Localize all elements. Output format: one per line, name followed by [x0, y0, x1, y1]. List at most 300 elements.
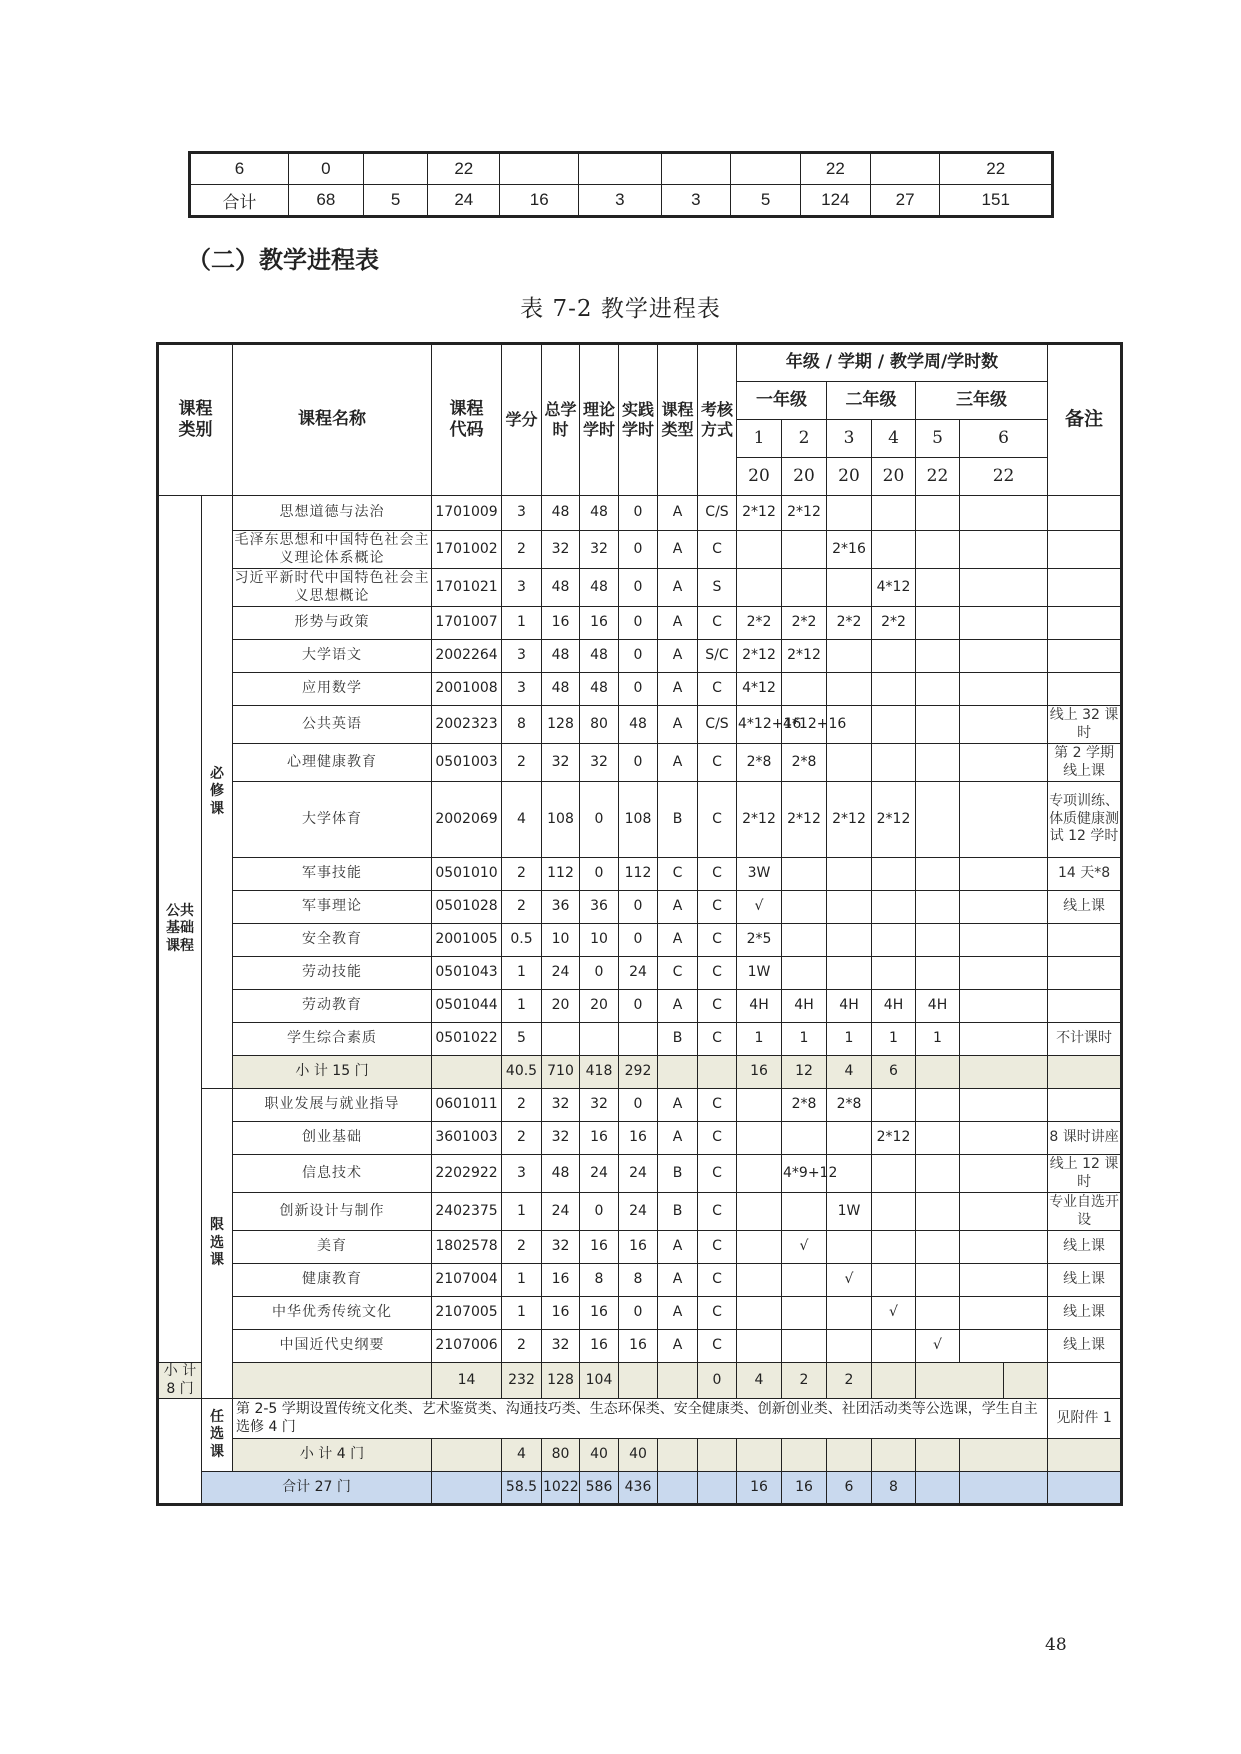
- semester-cell: [872, 496, 916, 531]
- optional-subtotal-credits: 4: [502, 1439, 542, 1472]
- course-credits: 2: [502, 1231, 542, 1264]
- course-practice: 108: [619, 782, 658, 858]
- limited-subtotal-row-total: 232: [502, 1363, 542, 1399]
- course-code: 2202922: [432, 1155, 502, 1193]
- limited-subtotal-row: [158, 1363, 1122, 1399]
- course-remark: [1048, 531, 1122, 569]
- course-code: 2002264: [432, 640, 502, 673]
- course-credits: 8: [502, 706, 542, 744]
- header-theory-hours: 理论 学时: [580, 344, 619, 496]
- course-name: 中国近代史纲要: [233, 1330, 432, 1363]
- course-remark: 线上课: [1048, 1264, 1122, 1297]
- credit-summary-body: [190, 153, 1053, 217]
- course-theory: 32: [580, 744, 619, 782]
- semester-cell: √: [872, 1297, 916, 1330]
- course-theory: 32: [580, 531, 619, 569]
- grand-total-practice: 436: [619, 1472, 658, 1505]
- limited-subtotal-row-practice: 104: [580, 1363, 619, 1399]
- required-subtotal-row-semester: 4: [827, 1056, 872, 1089]
- limited-subtotal-row-remark: [1004, 1363, 1048, 1399]
- course-practice: 112: [619, 858, 658, 891]
- header-grade-2: 二年级: [827, 382, 916, 420]
- course-exam: C: [698, 607, 737, 640]
- semester-cell: [737, 1297, 782, 1330]
- course-name: 职业发展与就业指导: [233, 1089, 432, 1122]
- course-row: [158, 1155, 1122, 1193]
- course-exam: C: [698, 1089, 737, 1122]
- course-type: A: [658, 531, 698, 569]
- course-exam: C/S: [698, 706, 737, 744]
- course-theory: 24: [580, 1155, 619, 1193]
- page-number: 48: [1045, 1635, 1067, 1655]
- semester-cell: 4H: [916, 990, 960, 1023]
- semester-cell: [782, 531, 827, 569]
- required-subtotal-row-semester: 16: [737, 1056, 782, 1089]
- course-code: 1701002: [432, 531, 502, 569]
- optional-subtotal-semester: [782, 1439, 827, 1472]
- course-row: [158, 1193, 1122, 1231]
- course-code: 0501043: [432, 957, 502, 990]
- semester-cell: [960, 744, 1048, 782]
- course-practice: 0: [619, 891, 658, 924]
- course-code: 0501044: [432, 990, 502, 1023]
- semester-cell: [960, 1122, 1048, 1155]
- course-code: 0501028: [432, 891, 502, 924]
- semester-cell: [782, 891, 827, 924]
- optional-subtotal-exam: [698, 1439, 737, 1472]
- semester-cell: [916, 1155, 960, 1193]
- required-subtotal-row-credits: 40.5: [502, 1056, 542, 1089]
- course-name: 思想道德与法治: [233, 496, 432, 531]
- course-code: 0501003: [432, 744, 502, 782]
- limited-label-text: 限 选 课: [210, 1217, 224, 1269]
- limited-subtotal-row-semester: 2: [782, 1363, 827, 1399]
- semester-cell: [827, 744, 872, 782]
- header-semester-1: 1: [737, 420, 782, 458]
- optional-subtotal-code: [432, 1439, 502, 1472]
- course-name: 毛泽东思想和中国特色社会主义理论体系概论: [233, 531, 432, 569]
- semester-cell: [737, 1193, 782, 1231]
- summary-cell: 6: [190, 153, 289, 185]
- course-credits: 5: [502, 1023, 542, 1056]
- header-grade-3: 三年级: [916, 382, 1048, 420]
- semester-cell: [827, 673, 872, 706]
- summary-cell: 22: [428, 153, 500, 185]
- required-subtotal-row-semester: 12: [782, 1056, 827, 1089]
- course-type: A: [658, 706, 698, 744]
- header-course-type: 课程 类型: [658, 344, 698, 496]
- semester-cell: [916, 1231, 960, 1264]
- required-subtotal-row-practice: 292: [619, 1056, 658, 1089]
- header-semester-4: 4: [872, 420, 916, 458]
- required-subtotal-row-type: [658, 1056, 698, 1089]
- course-type: B: [658, 1155, 698, 1193]
- grand-total-row: [158, 1472, 1122, 1505]
- course-total: 10: [542, 924, 580, 957]
- course-exam: C: [698, 744, 737, 782]
- semester-cell: 1W: [737, 957, 782, 990]
- course-credits: 1: [502, 1297, 542, 1330]
- semester-cell: [872, 1089, 916, 1122]
- course-exam: S: [698, 569, 737, 607]
- course-theory: 16: [580, 607, 619, 640]
- semester-cell: [827, 1330, 872, 1363]
- course-total: 48: [542, 496, 580, 531]
- course-credits: 2: [502, 531, 542, 569]
- semester-cell: 1: [916, 1023, 960, 1056]
- course-type: A: [658, 1122, 698, 1155]
- summary-cell: 151: [940, 185, 1053, 217]
- semester-cell: [916, 957, 960, 990]
- course-row: [158, 1297, 1122, 1330]
- grand-total-total: 1022: [542, 1472, 580, 1505]
- semester-cell: [827, 640, 872, 673]
- semester-cell: [916, 1122, 960, 1155]
- semester-cell: [827, 891, 872, 924]
- semester-cell: [916, 673, 960, 706]
- course-row: [158, 924, 1122, 957]
- course-theory: 20: [580, 990, 619, 1023]
- semester-cell: 2*12: [782, 782, 827, 858]
- summary-cell: 27: [870, 185, 940, 217]
- course-name: 中华优秀传统文化: [233, 1297, 432, 1330]
- course-practice: 0: [619, 531, 658, 569]
- course-practice: 16: [619, 1330, 658, 1363]
- semester-cell: [782, 957, 827, 990]
- course-practice: 0: [619, 673, 658, 706]
- required-subtotal-row-semester: [916, 1056, 960, 1089]
- summary-row: [190, 153, 1053, 185]
- header-schedule: 年级 / 学期 / 教学周/学时数: [737, 344, 1048, 382]
- course-remark: [1048, 496, 1122, 531]
- semester-cell: [782, 1297, 827, 1330]
- course-name: 创新设计与制作: [233, 1193, 432, 1231]
- header-semester-2: 2: [782, 420, 827, 458]
- course-exam: C: [698, 858, 737, 891]
- course-credits: 3: [502, 569, 542, 607]
- grand-total-remark: [1048, 1472, 1122, 1505]
- course-type: A: [658, 1297, 698, 1330]
- semester-cell: [782, 1193, 827, 1231]
- course-code: 2107004: [432, 1264, 502, 1297]
- course-type: A: [658, 990, 698, 1023]
- semester-cell: [916, 640, 960, 673]
- course-theory: 32: [580, 1089, 619, 1122]
- semester-cell: 2*8: [782, 744, 827, 782]
- semester-cell: 2*8: [737, 744, 782, 782]
- course-total: 16: [542, 1297, 580, 1330]
- course-code: 1701007: [432, 607, 502, 640]
- semester-cell: 2*2: [782, 607, 827, 640]
- course-remark: 专业自选开设: [1048, 1193, 1122, 1231]
- course-remark: 线上 12 课时: [1048, 1155, 1122, 1193]
- semester-cell: [737, 569, 782, 607]
- semester-cell: 4H: [737, 990, 782, 1023]
- summary-cell: 22: [940, 153, 1053, 185]
- semester-cell: [960, 1330, 1048, 1363]
- semester-cell: 4H: [827, 990, 872, 1023]
- course-practice: 0: [619, 990, 658, 1023]
- course-exam: C/S: [698, 496, 737, 531]
- optional-label-text: 任 选 课: [210, 1408, 224, 1460]
- course-row: [158, 782, 1122, 858]
- semester-cell: √: [916, 1330, 960, 1363]
- course-credits: 3: [502, 496, 542, 531]
- grand-total-semester: 8: [872, 1472, 916, 1505]
- course-theory: 0: [580, 782, 619, 858]
- course-exam: C: [698, 1297, 737, 1330]
- optional-subtotal-semester: [960, 1439, 1048, 1472]
- semester-cell: 1: [782, 1023, 827, 1056]
- table-header: [158, 344, 1122, 496]
- course-name: 大学体育: [233, 782, 432, 858]
- course-code: 2001005: [432, 924, 502, 957]
- semester-cell: [960, 706, 1048, 744]
- semester-cell: [827, 1122, 872, 1155]
- course-total: 32: [542, 1089, 580, 1122]
- course-practice: 16: [619, 1122, 658, 1155]
- table-caption: 表 7-2 教学进程表: [520, 296, 721, 322]
- optional-subtotal-practice: 40: [619, 1439, 658, 1472]
- limited-label: [202, 1089, 233, 1399]
- course-remark: [1048, 673, 1122, 706]
- course-exam: C: [698, 990, 737, 1023]
- course-credits: 1: [502, 957, 542, 990]
- header-semester-6: 6: [960, 420, 1048, 458]
- optional-subtotal-total: 80: [542, 1439, 580, 1472]
- semester-cell: 4*12+16: [737, 706, 782, 744]
- summary-cell: 22: [801, 153, 871, 185]
- course-credits: 4: [502, 782, 542, 858]
- semester-cell: [916, 782, 960, 858]
- required-subtotal-row-semester: [960, 1056, 1048, 1089]
- header-weeks-2: 20: [782, 458, 827, 496]
- course-exam: C: [698, 891, 737, 924]
- semester-cell: [827, 957, 872, 990]
- course-total: 108: [542, 782, 580, 858]
- course-remark: 14 天*8: [1048, 858, 1122, 891]
- course-credits: 2: [502, 891, 542, 924]
- public-basic-label-text: 公共 基础 课程: [166, 902, 194, 954]
- course-credits: 1: [502, 607, 542, 640]
- course-code: 2107006: [432, 1330, 502, 1363]
- course-theory: 0: [580, 1193, 619, 1231]
- grand-total-label: 合计 27 门: [202, 1472, 432, 1505]
- table-body: [158, 496, 1122, 1505]
- course-name: 大学语文: [233, 640, 432, 673]
- course-theory: [580, 1023, 619, 1056]
- course-total: 128: [542, 706, 580, 744]
- course-type: A: [658, 744, 698, 782]
- course-practice: 0: [619, 1297, 658, 1330]
- course-row: [158, 858, 1122, 891]
- semester-cell: [916, 496, 960, 531]
- course-code: 2002323: [432, 706, 502, 744]
- course-remark: 专项训练、体质健康测试 12 学时: [1048, 782, 1122, 858]
- course-name: 习近平新时代中国特色社会主义思想概论: [233, 569, 432, 607]
- semester-cell: [960, 640, 1048, 673]
- optional-remark: 见附件 1: [1048, 1399, 1122, 1439]
- course-exam: C: [698, 1155, 737, 1193]
- course-exam: C: [698, 1264, 737, 1297]
- course-code: 2402375: [432, 1193, 502, 1231]
- optional-subtotal-semester: [737, 1439, 782, 1472]
- course-code: 0501010: [432, 858, 502, 891]
- limited-subtotal-row-theory: 128: [542, 1363, 580, 1399]
- course-total: 48: [542, 1155, 580, 1193]
- semester-cell: 1W: [827, 1193, 872, 1231]
- header-total-hours: 总学 时: [542, 344, 580, 496]
- course-code: 0501022: [432, 1023, 502, 1056]
- optional-subtotal-remark: [1048, 1439, 1122, 1472]
- semester-cell: [737, 1231, 782, 1264]
- course-total: 32: [542, 744, 580, 782]
- course-exam: C: [698, 924, 737, 957]
- course-practice: 16: [619, 1231, 658, 1264]
- course-type: A: [658, 496, 698, 531]
- course-theory: 0: [580, 957, 619, 990]
- course-type: A: [658, 569, 698, 607]
- course-exam: C: [698, 1122, 737, 1155]
- semester-cell: [782, 1330, 827, 1363]
- header-semester-3: 3: [827, 420, 872, 458]
- optional-note: 第 2-5 学期设置传统文化类、艺术鉴赏类、沟通技巧类、生态环保类、安全健康类、创新创业类、社团活动类等公选课，学生自主选修 4 门: [233, 1399, 1048, 1439]
- limited-subtotal-row-semester: 0: [698, 1363, 737, 1399]
- course-total: 48: [542, 569, 580, 607]
- course-theory: 10: [580, 924, 619, 957]
- semester-cell: [916, 1193, 960, 1231]
- header-semester-5: 5: [916, 420, 960, 458]
- limited-subtotal-row-exam: [658, 1363, 698, 1399]
- semester-cell: 2*2: [737, 607, 782, 640]
- course-type: A: [658, 924, 698, 957]
- course-theory: 48: [580, 496, 619, 531]
- course-total: 32: [542, 531, 580, 569]
- course-practice: 0: [619, 496, 658, 531]
- semester-cell: [916, 706, 960, 744]
- course-remark: 线上课: [1048, 891, 1122, 924]
- semester-cell: 4*12+16: [782, 706, 827, 744]
- course-type: C: [658, 858, 698, 891]
- course-remark: 8 课时讲座: [1048, 1122, 1122, 1155]
- course-practice: 48: [619, 706, 658, 744]
- semester-cell: [737, 1089, 782, 1122]
- credit-summary-table: [188, 151, 1054, 218]
- semester-cell: [916, 569, 960, 607]
- course-exam: C: [698, 1330, 737, 1363]
- course-row: [158, 673, 1122, 706]
- summary-cell: 3: [579, 185, 661, 217]
- course-code: 0601011: [432, 1089, 502, 1122]
- grand-total-credits: 58.5: [502, 1472, 542, 1505]
- course-row: [158, 1023, 1122, 1056]
- grand-total-semester: [916, 1472, 960, 1505]
- course-remark: 线上 32 课时: [1048, 706, 1122, 744]
- semester-cell: [960, 782, 1048, 858]
- course-credits: 3: [502, 1155, 542, 1193]
- course-name: 信息技术: [233, 1155, 432, 1193]
- course-theory: 80: [580, 706, 619, 744]
- course-credits: 3: [502, 640, 542, 673]
- grand-total-semester: 16: [782, 1472, 827, 1505]
- limited-subtotal-row-semester: 4: [737, 1363, 782, 1399]
- semester-cell: [916, 1264, 960, 1297]
- course-total: 112: [542, 858, 580, 891]
- course-remark: 线上课: [1048, 1297, 1122, 1330]
- semester-cell: 2*5: [737, 924, 782, 957]
- semester-cell: [916, 891, 960, 924]
- limited-subtotal-row-type: [619, 1363, 658, 1399]
- optional-subtotal-type: [658, 1439, 698, 1472]
- header-weeks-3: 20: [827, 458, 872, 496]
- course-practice: [619, 1023, 658, 1056]
- course-credits: 1: [502, 1264, 542, 1297]
- course-remark: [1048, 607, 1122, 640]
- course-remark: 第 2 学期线上课: [1048, 744, 1122, 782]
- semester-cell: [872, 957, 916, 990]
- course-type: B: [658, 782, 698, 858]
- course-type: A: [658, 673, 698, 706]
- course-row: [158, 1089, 1122, 1122]
- summary-cell: 68: [288, 185, 363, 217]
- summary-row: [190, 185, 1053, 217]
- semester-cell: √: [827, 1264, 872, 1297]
- course-total: 32: [542, 1231, 580, 1264]
- semester-cell: 2*12: [737, 640, 782, 673]
- semester-cell: [782, 1264, 827, 1297]
- optional-subtotal-row: [158, 1439, 1122, 1472]
- header-credits: 学分: [502, 344, 542, 496]
- course-remark: [1048, 640, 1122, 673]
- course-theory: 16: [580, 1330, 619, 1363]
- course-code: 1802578: [432, 1231, 502, 1264]
- semester-cell: [872, 706, 916, 744]
- semester-cell: [782, 673, 827, 706]
- course-total: 48: [542, 673, 580, 706]
- public-basic-label: [158, 496, 202, 1363]
- course-theory: 0: [580, 858, 619, 891]
- grand-total-code: [432, 1472, 502, 1505]
- semester-cell: [960, 924, 1048, 957]
- course-exam: C: [698, 782, 737, 858]
- optional-subtotal-semester: [872, 1439, 916, 1472]
- semester-cell: 1: [872, 1023, 916, 1056]
- public-basic-spacer: [158, 1399, 202, 1505]
- semester-cell: [916, 531, 960, 569]
- limited-subtotal-row-credits: 14: [432, 1363, 502, 1399]
- semester-cell: [872, 640, 916, 673]
- semester-cell: 2*12: [782, 496, 827, 531]
- limited-subtotal-row-semester: 2: [827, 1363, 872, 1399]
- semester-cell: [827, 858, 872, 891]
- required-subtotal-row-code: [432, 1056, 502, 1089]
- summary-cell: [661, 153, 731, 185]
- section-heading: （二）教学进程表: [187, 246, 379, 274]
- course-row: [158, 640, 1122, 673]
- header-grade-1: 一年级: [737, 382, 827, 420]
- semester-cell: [872, 924, 916, 957]
- semester-cell: [916, 1089, 960, 1122]
- semester-cell: [827, 1297, 872, 1330]
- course-theory: 36: [580, 891, 619, 924]
- summary-cell: 16: [500, 185, 579, 217]
- semester-cell: [782, 569, 827, 607]
- course-type: A: [658, 640, 698, 673]
- semester-cell: [782, 1122, 827, 1155]
- semester-cell: [872, 744, 916, 782]
- semester-cell: [872, 858, 916, 891]
- semester-cell: [737, 531, 782, 569]
